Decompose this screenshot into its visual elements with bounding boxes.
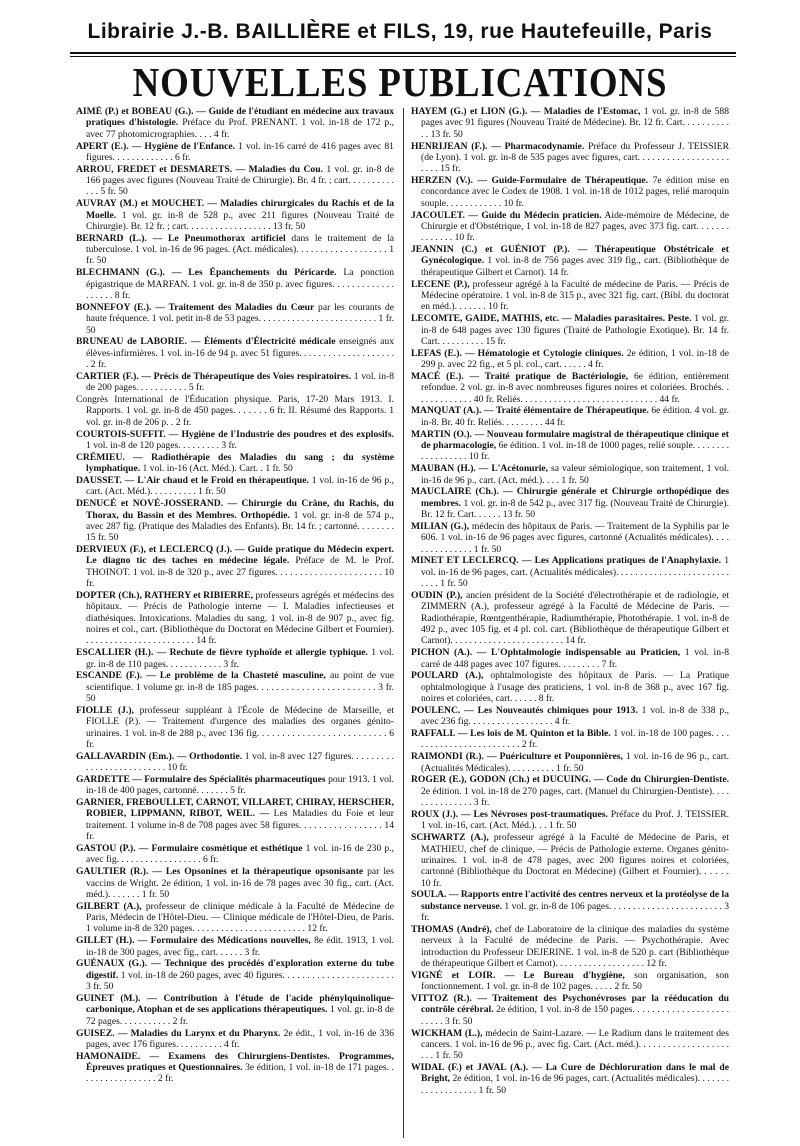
entry-details: 1 vol. in-8 de 120 pages. . . . . . . . . 3 fr. [86,439,237,451]
entry-details: 1 vol. in-16 carré de 416 pages avec 81 figures. . . . . . . . . . . . . 6 fr. [86,140,394,163]
entry-details: par les vaccins de Wright. 2e édition, 1 vol. in-16 de 78 pages avec 30 fig., cart. (Act. méd.). . . . . . . 1 fr. 50 [86,866,394,900]
entry-details: chef de Laboratoire de la clinique des maladies du système nerveux à la Faculté de médecine de Paris. — Psychothérapie. Avec introduction du Professeur DEJERINE. 1 vol. in-8 de 520 p. cart (Bibliothèque de thérapeutique Gilbert et Carnot). . . . . . . . . . . . . . . . . . . 12 fr. [421,923,729,969]
entry-heading: GUÉNAUX (G.). — Technique des procédés d'exploration externe du tube digestif. [76,958,394,981]
entry-details: 1 vol. in-8 de 200 pages. . . . . . . . . . . 5 fr. [86,370,394,394]
entry-details: 1 vol. in-18 de 260 pages, avec 40 figures. . . . . . . . . . . . . . . . . . . . . . . 3 fr. 50 [86,969,394,993]
entry-heading: RAIMONDI (R.). — Puériculture et Pouponnières, [411,751,623,763]
entry-heading: THOMAS (André), [411,923,492,935]
catalog-entry [76,705,394,750]
catalog-entry [76,590,394,647]
entry-details: professeur agrégé à la Faculté de médecine de Paris. — Précis de Médecine opératoire. 1 vol. in-8 de 315 p., avec 321 fig. cart. (Bibl. du doctorat en méd.). . . . . . . 10 fr. [421,278,729,313]
catalog-entry [411,371,729,405]
entry-heading: HENRIJEAN (F.). — Pharmacodynamie. [411,140,585,152]
entry-details: 1 vol. gr. in-8 de 72 pages. . . . . . . . . . . 2 fr. [86,1004,394,1027]
catalog-entry [411,832,729,889]
catalog-entry [411,405,729,428]
entry-heading: MAUBAN (H.). — L'Acétonurie, [411,463,549,475]
entry-details: Préface de M. le Prof. THOINOT. 1 vol. in-8 de 320 p., avec 27 figures. . . . . . . . . . . . . . . . . . . . . . 10 fr. [86,555,394,590]
catalog-entry [411,970,729,993]
catalog-entry [411,463,729,486]
entry-details: 7e édition mise en concordance avec le Codex de 1908. 1 vol. in-18 de 1012 pages, relié maroquin souple. . . . . . . . . . . . 10 fr. [421,175,729,209]
catalog-entry [76,866,394,900]
entry-details: 1 vol. gr. in-8 de 166 pages avec figures (Nouveau Traité de Chirurgie). Br. 4 fr. ; cart. . . . . . . . . . . . . 5 fr. 50 [86,163,394,198]
entry-details: enseignés aux élèves-infirmières. 1 vol. in-16 de 94 p. avec 51 figures. . . . . . . . . . . . . . . . . . . . . 2 fr. [86,336,394,371]
catalog-entry [411,993,729,1027]
catalog-entry [411,809,729,832]
publisher-header: Librairie J.-B. BAILLIÈRE et FILS, 19, rue Hautefeuille, Paris [87,20,713,43]
entry-heading: ARROU, FREDET et DESMARETS. — Maladies du Cou. [76,163,323,175]
entry-details: médecin de Saint-Lazare. — Le Radium dans le traitement des cancers. 1 vol. in-16 de 96 p., avec fig. Cart. (Act. méd.). . . . . . . . . . . . . . . . . . . . . . 1 fr. 50 [421,1027,729,1062]
entry-heading: FIOLLE (J.), [76,704,134,716]
entry-heading: BRUNEAU de LABORIE. — Éléments d'Électricité médicale [76,336,336,348]
catalog-entry [76,429,394,452]
entry-details: 3e édition, 1 vol. in-18 de 171 pages. . . . . . . . . . . . . . . . . 2 fr. [86,1062,394,1085]
entry-heading: AUVRAY (M.) et MOUCHET. — Maladies chirurgicales du Rachis et de la Moelle. [76,198,394,221]
entry-heading: WICKHAM (L.), [411,1027,483,1039]
catalog-entry [411,774,729,808]
catalog-entry [411,141,729,175]
catalog-entry [411,670,729,704]
catalog-entry [411,210,729,244]
entry-details: au point de vue scientifique. 1 volume gr. in-8 de 185 pages. . . . . . . . . . . . . . . . . . . . . . . . 3 fr. 50 [86,670,394,705]
page-title: NOUVELLES PUBLICATIONS [132,59,668,105]
entry-heading: DAUSSET. — L'Air chaud et le Froid en thérapeutique. [76,475,309,486]
catalog-entry [76,958,394,992]
entry-heading: LECENE (P.), [411,278,470,290]
entry-heading: LEFAS (E.). — Hématologie et Cytologie cliniques. [411,347,624,359]
entry-heading: GUINET (M.). — Contribution à l'étude de l'acide phénylquinolique-carbonique, Atophan et de ses applications thérapeutiques. [76,992,394,1016]
entry-details: 1 vol. in-16 (Act. Méd.). Cart. . 1 fr. 50 [140,463,293,475]
catalog-entry [76,935,394,958]
entry-details: Aide-mémoire de Médecine, de Chirurgie et d'Obstétrique, 1 vol. in-18 de 827 pages, avec 373 fig. cart. . . . . . . . . . . . . . 10 fr. [421,209,729,244]
entry-heading: GILLET (H.). — Formulaire des Médications nouvelles, [76,935,311,947]
entry-heading: ROGER (E.), GODON (Ch.) et DUCUING. — Code du Chirurgien-Dentiste. [411,774,729,786]
entry-heading: HAYEM (G.) et LION (G.). — Maladies de l'Estomac, [411,106,641,117]
entry-heading: BLECHMANN (G.). — Les Épanchements du Péricarde. [76,267,337,279]
left-column [76,106,394,1142]
catalog-entry [76,901,394,935]
entry-heading: ROUX (J.). — Les Névroses post-traumatiques. [411,808,608,820]
catalog-entry [76,302,394,336]
entry-details: 1 vol. in-8 de 756 pages avec 319 fig., cart. (Bibliothèque de thérapeutique Gilbert et Carnot). 14 fr. [421,255,729,278]
entry-details: dans le traitement de la tuberculose. 1 vol. in-16 de 96 pages. (Act. médicales). . . . . . . . . . . . . . . . . . . 1 fr. 50 [86,232,394,267]
catalog-entry [76,267,394,301]
entry-details: Les Maladies du Foie et leur traitement. 1 volume in-8 de 708 pages avec 58 figures. . . . . . . . . . . . . . . . . 14 fr. [86,808,394,843]
entry-details: Préface du Prof. J. TEISSIER. 1 vol. in-16, cart. (Act. Méd.). . . 1 fr. 50 [421,808,729,832]
entry-heading: BERNARD (L.). — Le Pneumothorax artificiel [76,232,286,244]
entry-details: 2e édition. 1 vol. in-18 de 270 pages, cart. (Manuel du Chirurgien-Dentiste). . . . . . . . . . . . . . . 3 fr. [421,785,729,809]
entry-heading: GILBERT (A.), [76,900,142,912]
entry-heading: MANQUAT (A.). — Traité élémentaire de Thérapeutique. [411,405,649,417]
catalog-entry [411,751,729,774]
entry-heading: MAUCLAIRE (Ch.). — Chirurgie générale et Chirurgie orthopédique des membres. [411,486,729,509]
catalog-entry [411,348,729,371]
catalog-entry [411,555,729,589]
entry-details: par les courants de haute fréquence. 1 vol. petit in-8 de 53 pages. . . . . . . . . . . . . . . . . . . . . . . . . 1 fr. 50 [86,301,394,336]
entry-details: 1 vol. in-16 de 96 pages, cart. (Actualités médicales). . . . . . . . . . . . . . . . . . . . . . . . . . . . 1 fr. 50 [421,555,729,590]
entry-details: pour 1913. 1 vol. in-18 de 400 pages, cartonné. . . . . . . 5 fr. [86,773,394,797]
entry-details: 6e édition, entièrement refondue. 2 vol. gr. in-8 avec nombreuses figures noires et coloriées. Brochés. . . . . . . . . . . . . 40 fr. Reliés. . . . . . . . . . . . . . . . . . . . . . . . . . . . . 44 fr. [421,370,729,405]
entry-heading: GASTOU (P.). — Formulaire cosmétique et esthétique [76,843,303,854]
entry-details: médecin des hôpitaux de Paris. — Traitement de la Syphilis par le 606. 1 vol. in-16 de 96 pages avec figures, cartonné (Actualités médicales). . . . . . . . . . . . . . . 1 fr. 50 [421,520,729,555]
entry-heading: JEANNIN (C.) et GUÉNIOT (P.). — Thérapeutique Obstétricale et Gynécologique. [411,244,729,267]
catalog-entry [411,486,729,520]
catalog-entry [76,475,394,498]
catalog-entry [411,106,729,140]
entry-heading: POULARD (A.), [411,670,484,682]
entry-details: 1 vol. gr. in-8 de 110 pages. . . . . . . . . . . . 3 fr. [86,647,394,670]
catalog-entry [76,647,394,670]
catalog-entry [411,521,729,555]
entry-details: ancien président de la Société d'électrothérapie et de radiologie, et ZIMMERN (A.), professeur agrégé à la Faculté de Médecine de Paris. — Radiothérapie, Rœntgenthérapie, Radiumthérapie, Photothérapie. 1 vol. in-8 de 492 p., avec 105 fig. et 4 pl. col. cart. (Bibliothèque de thérapeutique Gilbert et Carnot). . . . . . . . . . . . . . . . . . . . . . . . 14 fr. [421,589,729,647]
catalog-entry [76,198,394,232]
entry-details: 1 vol. in-16 de 96 p., cart. (Act. Méd.). . . . . . . . . . 1 fr. 50 [86,475,394,498]
catalog-entry [411,590,729,647]
entry-details: 1 vol. gr. in-8 de 528 p., avec 211 figures (Nouveau Traité de Chirurgie). Br. 12 fr. ; cart. . . . . . . . . . . . . . . . . . 13 fr. 50 [86,209,394,232]
entry-heading: GARNIER, FREBOULLET, CARNOT, VILLARET, CHIRAY, HERSCHER, ROBIER, LIPPMANN, RIBOT, WEIL. — [76,797,394,820]
entry-details: 1 vol. in-8 de 338 p., avec 236 fig. . . . . . . . . . . . . . . . . . 4 fr. [421,704,729,728]
column-divider [403,108,404,1138]
entry-heading: HAMONAIDE. — Examens des Chirurgiens-Dentistes. Programmes, Épreuves pratiques et Questionnaires. [76,1050,394,1074]
entry-heading: MINET ET LECLERCQ. — Les Applications pratiques de l'Anaphylaxie. [411,555,721,567]
entry-heading: JACOULET. — Guide du Médecin praticien. [411,209,602,221]
catalog-entry [76,452,394,475]
entry-heading: CRÉMIEU. — Radiothérapie des Maladies du sang ; du système lymphatique. [76,451,394,475]
entry-details: 2e édition, 1 vol. in-16 de 96 pages, cart. (Actualités médicales). . . . . . . . . . . . . . . . . . . 1 fr. 50 [421,1073,729,1096]
entry-heading: LECOMTE, GAIDE, MATHIS, etc. — Maladies parasitaires. Peste. [411,313,692,325]
entry-details: ophtalmologiste des hôpitaux de Paris. — La Pratique ophtalmologique à l'usage des praticiens, 1 vol. in-8 de 368 p., avec 167 fig. noires et coloriées, cart. . . . . . 8 fr. [421,670,729,705]
catalog-entry [411,244,729,278]
catalog-entry [76,774,394,797]
entry-heading: MILIAN (G.), [411,520,470,532]
entry-heading: ESCALLIER (H.). — Rechute de fièvre typhoïde et allergie typhique. [76,647,368,659]
catalog-entry [76,1028,394,1051]
catalog-entry [76,498,394,543]
entry-details: professeur suppléant à l'École de Médecine de Marseille, et FIOLLE (P.). — Traitement d'urgence des maladies des organes génito-urinaires. 1 vol. in-8 de 288 p., avec 136 fig. . . . . . . . . . . . . . . . . . . . . . . . . . 6 fr. [86,704,394,750]
entry-details: 8e édit. 1913, 1 vol. in-18 de 300 pages, avec fig., cart. . . . . . 3 fr. [86,935,394,958]
catalog-entry [76,993,394,1027]
entry-details: Préface du Prof. PRENANT. 1 vol. in-18 de 172 p., avec 77 photomicrographies. . . . 4 fr. [86,117,394,140]
entry-details: 1 vol. gr. in-8 de 588 pages avec 91 figures (Nouveau Traité de Médecine). Br. 12 fr. Cart. . . . . . . . . . . . 13 fr. 50 [421,106,729,140]
entry-heading: VIGNÉ et LOIR. — Le Bureau d'hygiène, [411,969,625,981]
entry-details: Préface du Professeur J. TEISSIER (de Lyon). 1 vol. gr. in-8 de 535 pages avec figures, cart. . . . . . . . . . . . . . . . . . . . . . . 15 fr. [421,140,729,175]
entry-heading: ESCANDE (F.). — Le problème de la Chasteté masculine, [76,670,326,682]
catalog-entry [76,670,394,704]
catalog-entry [76,394,394,428]
entry-heading: COURTOIS-SUFFIT. — Hygiène de l'Industrie des poudres et des explosifs. [76,428,394,440]
entry-heading: DOPTER (Ch.), RATHERY et RIBIERRE, [76,589,253,601]
entry-heading: SOULA. — Rapports entre l'activité des centres nerveux et la protéolyse de la substance nerveuse. [411,889,729,912]
right-column [411,106,729,1142]
entry-heading: HERZEN (V.). — Guide-Formulaire de Thérapeutique. [411,175,649,187]
entry-heading: OUDIN (P.), [411,589,463,601]
entry-details: La ponction épigastrique de MARFAN. 1 vol. gr. in-8 de 350 p. avec figures. . . . . . . . . . . . . . . . . . . 8 fr. [86,267,394,301]
entry-details: 1 vol. gr. in-8 de 542 p., avec 317 fig. (Nouveau Traité de Chirurgie). Br. 12 fr. Cart. . . . . . 13 fr. 50 [421,497,729,521]
catalog-entry [411,175,729,209]
entry-heading: GALLAVARDIN (Em.). — Orthodontie. [76,750,243,762]
entry-details: 6e édition. 1 vol. in-18 de 1000 pages, relié souple. . . . . . . . . . . . . . . . . . 10 fr. [421,439,729,463]
catalog-entry [76,164,394,198]
catalog-entry [76,544,394,589]
catalog-entry [76,371,394,394]
entry-heading: DENUCÉ et NOVÉ-JOSSERAND. — Chirurgie du Crâne, du Rachis, du Thorax, du Bassin et des Membres. Orthopédie. [76,498,394,521]
catalog-entry [76,797,394,842]
catalog-entry [411,313,729,347]
entry-details: professeur de clinique médicale à la Faculté de Médecine de Paris, Médecin de l'Hôtel-Dieu. — Clinique médicale de l'Hôtel-Dieu, de Paris. 1 volume in-8 de 320 pages. . . . . . . . . . . . . . . . . . . . . . . . 12 fr. [86,900,394,935]
catalog-entry [76,843,394,866]
catalog-entry [76,1051,394,1085]
entry-details: 1 vol. in-8 avec 127 figures. . . . . . . . . . . . . . . . . . . . . . . . . . 10 fr. [86,750,394,774]
entry-details: professeur agrégé à la Faculté de Médecine de Paris, et MATHIEU, chef de clinique. — Précis de Pathologie externe. Organes génito-urinaires. 1 vol. in-8 de 478 pages, avec 200 figures noires et coloriées, cartonné (Bibliothèque du Doctorat en Médecine) (Gilbert et Fournier). . . . . . 10 fr. [421,832,729,889]
entry-heading: AIMÉ (P.) et BOBEAU (G.). — Guide de l'étudiant en médecine aux travaux pratiques d'histologie. [76,106,394,129]
entry-heading: GAULTIER (R.). — Les Opsonines et la thérapeutique opsonisante [76,866,364,878]
catalog-entry [411,889,729,923]
entry-heading: WIDAL (F.) et JAVAL (A.). — La Cure de Déchloruration dans le mal de Bright, [411,1062,729,1085]
catalog-entry [76,106,394,140]
entry-heading: RAFFALI. — Les lois de M. Quinton et la Bible. [411,728,611,740]
entry-heading: SCHWARTZ (A.), [411,832,489,844]
entry-details: 2e édit., 1 vol. in-16 de 336 pages, avec 176 figures. . . . . . . . . . 4 fr. [86,1027,394,1050]
entry-heading: GUISEZ. — Maladies du Larynx et du Pharynx. [76,1027,281,1039]
catalog-entry [76,141,394,164]
header-rule-thin [70,56,736,57]
entry-details: 1 vol. in-18 de 100 pages. . . . . . . . . . . . . . . . . . . . . . . . . 2 fr. [421,728,729,751]
catalog-entry [411,728,729,751]
entry-heading: BONNEFOY (E.). — Traitement des Maladies du Cœur [76,301,315,313]
entry-heading: DERVIEUX (F.), et LECLERCQ (J.). — Guide pratique du Médecin expert. Le diagno tic des taches en médecine légale. [76,544,394,567]
entry-details: 6e édition. 4 vol. gr. in-8. Br. 40 fr. Reliés. . . . . . . . . 44 fr. [421,405,729,428]
catalog-entry [411,1028,729,1062]
catalog-entry [411,924,729,969]
catalog-entry [411,1062,729,1096]
entry-details: sa valeur sémiologique, son traitement, 1 vol. in-16 de 96 p., cart. (Act. méd.). . . . 1 fr. 50 [421,463,729,486]
entry-heading: GARDETTE — Formulaire des Spécialités pharmaceutiques [76,773,326,785]
entry-details: 1 vol. in-16 de 230 p., avec fig. . . . . . . . . . . . . . . . . . 6 fr. [86,843,394,866]
catalog-entry [76,233,394,267]
entry-heading: VITTOZ (R.). — Traitement des Psychonévroses par la rééducation du contrôle cérébral. [411,992,729,1016]
catalog-entry [411,429,729,463]
entry-heading: MARTIN (O.). — Nouveau formulaire magistral de thérapeutique clinique et de pharmacologie, [411,428,729,451]
entry-details: 1 vol. gr. in-8 de 648 pages avec 130 figures (Traité de Pathologie Exotique). Br. 14 fr. Cart. . . . . . . . . . 15 fr. [421,313,729,347]
entry-heading: MACÉ (E.). — Traité pratique de Bactériologie, [411,370,629,382]
catalog-entry [76,336,394,370]
catalog-entry [411,279,729,313]
entry-heading: PICHON (A.). — L'Ophtalmologie indispensable au Praticien, [411,647,681,659]
entry-details: 2e édition, 1 vol. in-18 de 299 p. avec 22 fig., et 5 pl. col., cart. . . . . . 4 fr. [421,347,729,371]
entry-heading: POULENC. — Les Nouveautés chimiques pour 1913. [411,704,638,716]
catalog-entry [411,705,729,728]
catalog-entry [76,751,394,774]
entry-details: 1 vol. gr. in-8 de 574 p., avec 287 fig. (Pratique des Maladies des Enfants). Br. 14 fr. ; cartonné. . . . . . . . 15 fr. 50 [86,509,394,544]
entry-details: 1 vol. in-8 carré de 448 pages avec 107 figures. . . . . . . . . 7 fr. [421,647,729,670]
entry-details: 1 vol. gr. in-8 de 106 pages. . . . . . . . . . . . . . . . . . . . . . . . 3 fr. [421,900,729,924]
entry-heading: APERT (E.). — Hygiène de l'Enfance. [76,140,236,152]
catalog-entry [411,647,729,670]
header-rule [70,52,736,54]
entry-details: 1 vol. in-16 de 96 p., cart. (Actualités Médicales). . . . . . . . . . 1 fr. 50 [421,751,729,774]
entry-details: Congrès International de l'Éducation physique. Paris, 17-20 Mars 1913. I. Rapports. 1 vol. gr. in-8 de 450 pages. . . . . . . 6 fr. II. Résumé des Rapports. 1 vol. gr. in-8 de 206 p. . 2 fr. [76,394,394,428]
entry-details: professeurs agrégés et médecins des hôpitaux. — Précis de Pathologie interne — I. Maladies infectieuses et diathésiques. Intoxications. Maladies du sang. 1 vol. in-8 de 907 p., avec fig. noires et col., cart. (Bibliothèque du Doctorat en Médecine Gilbert et Fournier). . . . . . . . . . . . . . . . . . . . . . . . 14 fr. [86,589,394,647]
entry-details: 2e édition, 1 vol. in-8 de 150 pages. . . . . . . . . . . . . . . . . . . . . . . . . 3 fr. 50 [421,1004,729,1027]
entry-heading: CARTIER (F.). — Précis de Thérapeutique des Voies respiratoires. [76,370,352,382]
entry-details: son organisation, son fonctionnement. 1 vol. gr. in-8 de 102 pages. . . . . 2 fr. 50 [421,969,729,993]
